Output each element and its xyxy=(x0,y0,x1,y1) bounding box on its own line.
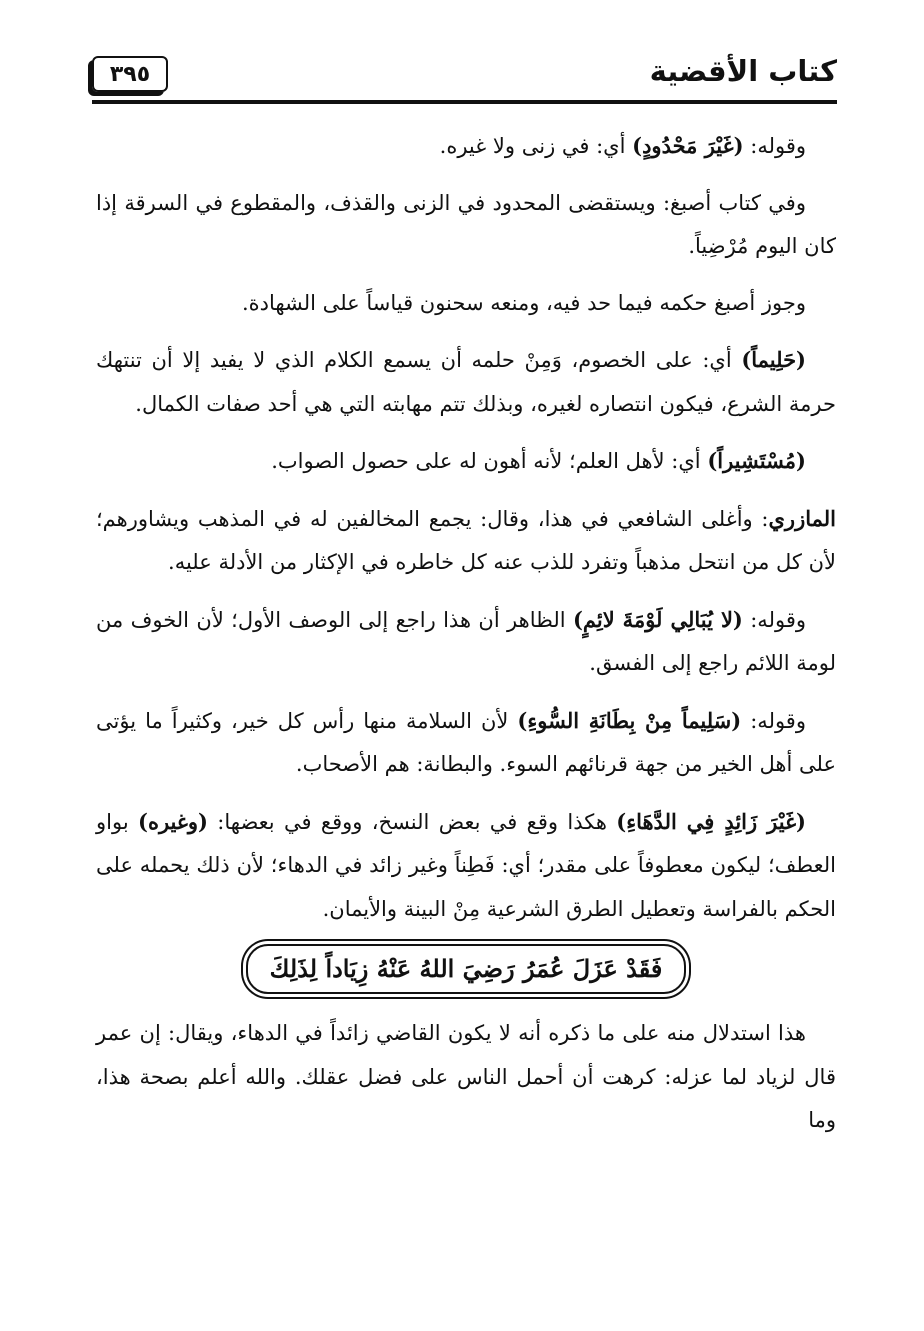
p8-text: لأن السلامة منها رأس كل خير، وكثيراً ما يؤتى على أهل الخير من جهة قرنائهم السوء. والبطانة: هم الأصحاب. xyxy=(96,708,836,776)
p10-text: هذا استدلال منه على ما ذكره أنه لا يكون القاضي زائداً في الدهاء، ويقال: إن عمر قال لزياد لما عزله: كرهت أن أحمل الناس على فضل عقلك. والله أعلم بصحة هذا، وما xyxy=(96,1021,836,1132)
page-header xyxy=(92,52,837,104)
paragraph-5 xyxy=(96,439,836,484)
page-body xyxy=(96,124,836,1156)
p9-term-b: (وغيره) xyxy=(138,808,208,834)
paragraph-2 xyxy=(96,182,836,269)
p5-text: أي: لأهل العلم؛ لأنه أهون له على حصول الصواب. xyxy=(271,449,708,473)
p4-term: (حَلِيماً) xyxy=(741,347,806,372)
paragraph-3 xyxy=(96,282,836,326)
section-banner: فَقَدْ عَزَلَ عُمَرُ رَضِيَ اللهُ عَنْهُ زِيَاداً لِذَلِكَ xyxy=(246,944,687,994)
paragraph-4 xyxy=(96,338,836,426)
page-number: ٣٩٥ xyxy=(92,56,168,92)
p9-text-a: هكذا وقع في بعض النسخ، ووقع في بعضها: xyxy=(207,809,617,834)
paragraph-10 xyxy=(96,1012,836,1143)
p6-term: المازري xyxy=(768,505,836,531)
p8-term: (سَلِيماً مِنْ بِطَانَةِ السُّوءِ) xyxy=(517,707,742,733)
header-rule xyxy=(92,100,837,104)
p8-intro: وقوله: xyxy=(741,708,806,733)
p1-text: أي: في زنى ولا غيره. xyxy=(439,134,633,158)
paragraph-1 xyxy=(96,124,836,169)
section-banner-wrap xyxy=(96,944,836,994)
p7-intro: وقوله: xyxy=(742,607,806,632)
p9-term: (غَيْرَ زَائِدٍ فِي الدَّهَاءِ) xyxy=(616,808,806,834)
p2-text: وفي كتاب أصبغ: ويستقضى المحدود في الزنى والقذف، والمقطوع في السرقة إذا كان اليوم مُرْضِياً. xyxy=(96,190,836,258)
p7-text: الظاهر أن هذا راجع إلى الوصف الأول؛ لأن الخوف من لومة اللائم راجع إلى الفسق. xyxy=(96,607,836,675)
p3-text: وجوز أصبغ حكمه فيما حد فيه، ومنعه سحنون قياساً على الشهادة. xyxy=(241,290,806,315)
book-title: كتاب الأقضية xyxy=(649,54,837,88)
p9-text-b: بواو العطف؛ ليكون معطوفاً على مقدر؛ أي: فَطِناً وغير زائد في الدهاء؛ لأن ذلك يحمله على الحكم بالفراسة وتعطيل الطرق الشرعية مِنْ البينة والأيمان. xyxy=(96,809,836,921)
p1-intro: وقوله: xyxy=(743,134,806,158)
paragraph-9 xyxy=(96,800,836,932)
p1-term: (غَيْرَ مَحْدُودٍ) xyxy=(632,133,744,158)
p7-term: (لا يُبَالِي لَوْمَةَ لائِمٍ) xyxy=(572,606,743,632)
p6-text: : وأغلى الشافعي في هذا، وقال: يجمع المخالفين له في المذهب ويشاورهم؛ لأن كل من انتحل مذهباً وتفرد للذب عنه كل خاطره في الإكثار من الأدلة عليه. xyxy=(96,506,836,574)
paragraph-8 xyxy=(96,699,836,787)
paragraph-7 xyxy=(96,598,836,686)
paragraph-6 xyxy=(96,497,836,585)
p5-term: (مُسْتَشِيراً) xyxy=(707,448,806,473)
p4-text: أي: على الخصوم، وَمِنْ حلمه أن يسمع الكلام الذي لا يفيد إلا أن تنتهك حرمة الشرع، فيكون انتصاره لغيره، وبذلك تتم مهابته التي هي أحد صفات الكمال. xyxy=(96,348,836,416)
